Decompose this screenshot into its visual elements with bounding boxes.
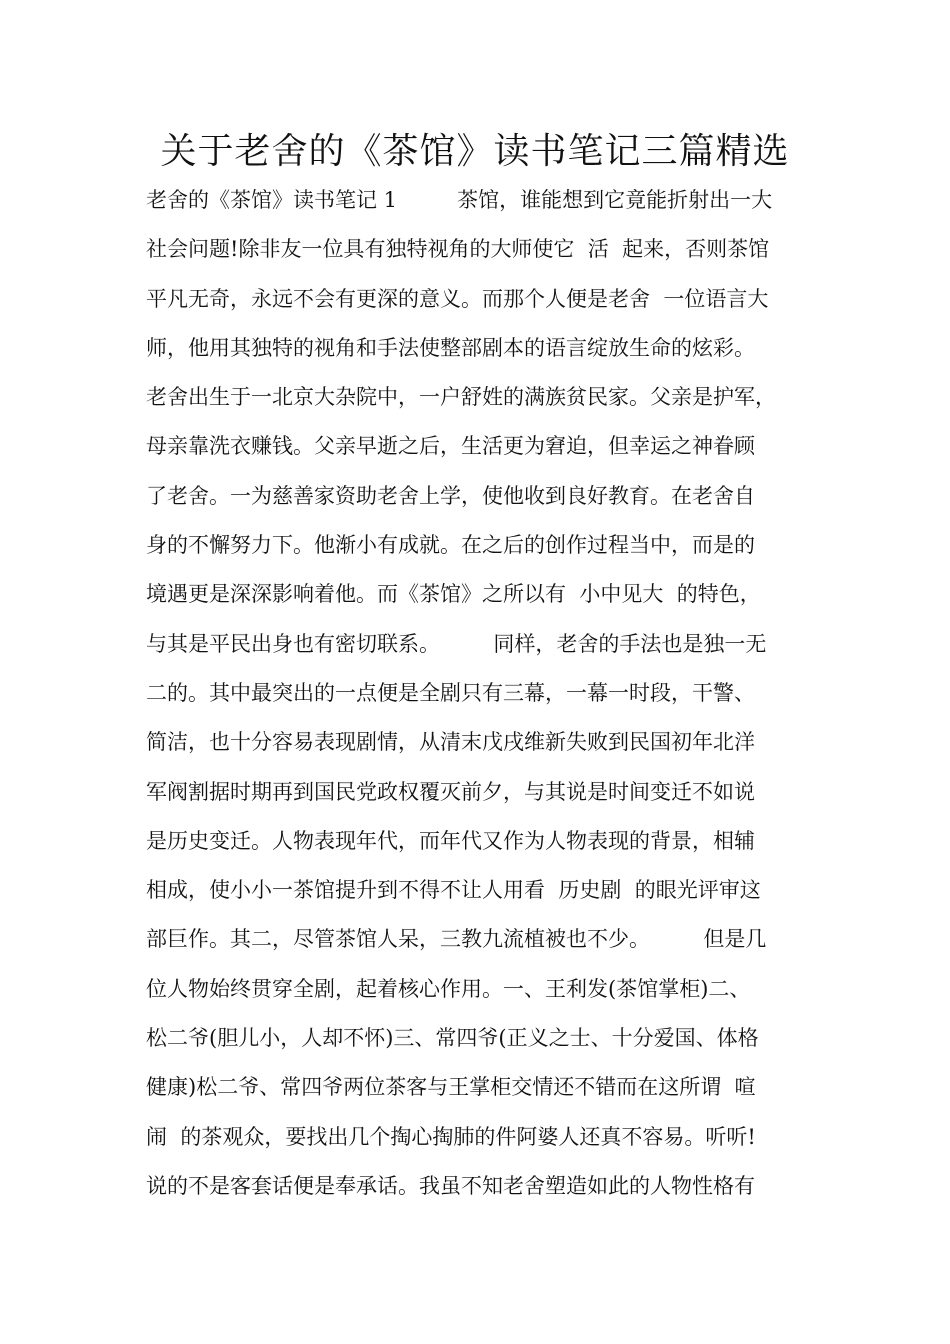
body-line: 与其是平民出身也有密切联系。 同样，老舍的手法也是独一无 [146, 631, 767, 656]
body-line: 部巨作。其二，尽管茶馆人呆，三教九流植被也不少。 但是几 [146, 927, 767, 952]
body-line: 位人物始终贯穿全剧，起着核心作用。一、王利发(茶馆掌柜)二、 [146, 976, 751, 1001]
body-line: 境遇更是深深影响着他。而《茶馆》之所以有 小中见大 的特色， [146, 582, 761, 607]
body-line: 二的。其中最突出的一点便是全剧只有三幕，一幕一时段，干警、 [146, 680, 755, 705]
body-line: 师，他用其独特的视角和手法使整部剧本的语言绽放生命的炫彩。 [146, 335, 755, 360]
body-line: 闹 的茶观众，要找出几个掏心掏肺的件阿婆人还真不容易。听听! [146, 1124, 756, 1149]
body-line: 军阀割据时期再到国民党政权覆灭前夕，与其说是时间变迁不如说 [146, 779, 755, 804]
body-line: 是历史变迁。人物表现年代，而年代又作为人物表现的背景，相辅 [146, 828, 755, 853]
document-title: 关于老舍的《茶馆》读书笔记三篇精选 [160, 131, 790, 172]
body-line: 老舍的《茶馆》读书笔记 1 茶馆，谁能想到它竟能折射出一大 [146, 188, 773, 212]
body-line: 松二爷(胆儿小，人却不怀)三、常四爷(正义之士、十分爱国、体格 [146, 1026, 759, 1051]
body-line: 母亲靠洗衣赚钱。父亲早逝之后，生活更为窘迫，但幸运之神眷顾 [146, 434, 755, 459]
body-line: 相成，使小小一茶馆提升到不得不让人用看 历史剧 的眼光评审这 [146, 878, 761, 903]
body-line: 说的不是客套话便是奉承话。我虽不知老舍塑造如此的人物性格有 [146, 1173, 755, 1198]
document-body [146, 182, 826, 1217]
body-line: 社会问题!除非友一位具有独特视角的大师使它 活 起来，否则茶馆 [146, 237, 770, 262]
body-line: 健康)松二爷、常四爷两位茶客与王掌柜交情还不错而在这所谓 喧 [146, 1075, 756, 1100]
body-line: 老舍出生于一北京大杂院中，一户舒姓的满族贫民家。父亲是护军， [146, 385, 776, 410]
body-line: 了老舍。一为慈善家资助老舍上学，使他收到良好教育。在老舍自 [146, 483, 755, 508]
body-line: 身的不懈努力下。他渐小有成就。在之后的创作过程当中，而是的 [146, 533, 755, 558]
body-line: 平凡无奇，永远不会有更深的意义。而那个人便是老舍 一位语言大 [146, 286, 769, 311]
body-line: 简洁，也十分容易表现剧情，从清末戊戌维新失败到民国初年北洋 [146, 730, 755, 755]
